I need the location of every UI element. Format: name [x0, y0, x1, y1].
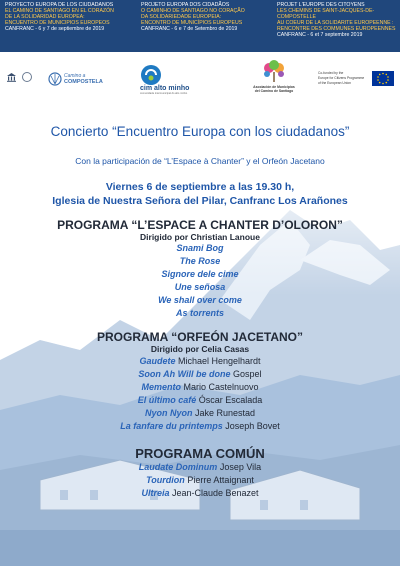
program-item	[0, 269, 400, 280]
song-title: Snami Bog	[176, 243, 224, 253]
header-theme-line: DE LA SOLIDARIDAD EUROPEA:	[5, 14, 85, 21]
program-item	[0, 243, 400, 254]
program-item	[0, 395, 400, 406]
header-column-es	[5, 2, 133, 32]
eu-line3: of the European Union	[318, 81, 351, 85]
cim-subtitle: comunidade intermunicipal do alto minho	[140, 92, 188, 95]
program-heading: PROGRAMA COMÚN	[135, 446, 265, 461]
header-theme-line: EL CAMINO DE SANTIAGO EN EL CORAZÓN	[5, 8, 114, 15]
header-date-line: CANFRANC - 6 y 7 de septiembre de 2019	[5, 26, 105, 33]
composer: Pierre Attaignant	[187, 475, 254, 485]
header-theme-line: LES CHEMINS DE SAINT-JACQUES-DE-COMPOSTELLE	[277, 8, 375, 21]
composer: Gospel	[233, 369, 262, 379]
hands-tree-icon	[259, 60, 289, 84]
song-title: We shall over come	[158, 295, 242, 305]
composer: Óscar Escalada	[198, 395, 263, 405]
concert-venue: Iglesia de Nuestra Señora del Pilar, Canfranc Los Arañones	[52, 195, 348, 207]
cim-alto-minho-logo	[140, 64, 220, 94]
program-director: Dirigido por Christian Lanoue	[140, 232, 260, 242]
song-title: Laudate Dominum	[138, 462, 218, 472]
asociacion-municipios-logo	[248, 60, 300, 96]
song-title: Nyon Nyon	[144, 408, 193, 418]
header-project-line: PROJET L'EUROPE DES CITOYENS	[277, 2, 365, 8]
program-item	[0, 356, 400, 367]
song-title: As torrents	[175, 308, 224, 318]
compostela-line1: Camino a	[64, 73, 86, 79]
program-item	[0, 308, 400, 319]
concert-date: Viernes 6 de septiembre a las 19.30 h,	[105, 181, 295, 193]
header-date-line: CANFRANC - 6 e 7 de Setembro de 2019	[141, 26, 238, 33]
song-title: La fanfare du printemps	[120, 421, 223, 431]
program-item	[0, 282, 400, 293]
header-theme-line: O CAMINHO DE SANTIAGO NO CORAÇÃO	[141, 8, 245, 15]
composer: Mario Castelnuovo	[183, 382, 259, 392]
song-title: Signore dele cime	[161, 269, 239, 279]
song-title: Gaudete	[139, 356, 176, 366]
cim-circle-icon	[140, 64, 162, 86]
composer: Josep Vila	[219, 462, 262, 472]
program-item	[0, 475, 400, 486]
header-column-fr	[277, 2, 400, 39]
unesco-icon	[6, 72, 17, 82]
eu-cofunded-logo	[318, 70, 394, 88]
scallop-shell-icon	[48, 72, 62, 86]
header-theme-line: RENCONTRE DES COMMUNES EUROPEENNES	[277, 26, 396, 33]
eu-flag-icon	[372, 71, 394, 86]
concert-subtitle: Con la participación de “L’Espace à Chanter” y el Orfeón Jacetano	[75, 156, 325, 166]
header-date-line: CANFRANC - 6 et 7 septembre 2019	[277, 32, 363, 39]
camino-compostela-logo	[48, 68, 108, 90]
program-item	[0, 408, 400, 419]
sponsor-logos	[0, 56, 400, 98]
concert-title: Concierto “Encuentro Europa con los ciudadanos”	[50, 124, 350, 139]
program-heading: PROGRAMA “ORFEÓN JACETANO”	[96, 330, 303, 344]
header-column-pt	[141, 2, 269, 32]
heritage-emblem-icon	[22, 72, 32, 82]
eu-line1: Co-funded by the	[318, 71, 344, 75]
program-item	[0, 488, 400, 499]
program-item	[0, 369, 400, 380]
program-item	[0, 256, 400, 267]
eu-line2: Europe for Citizens Programme	[318, 76, 365, 80]
song-title: Ultreia	[141, 488, 170, 498]
song-title: The Rose	[179, 256, 221, 266]
composer: Joseph Bovet	[225, 421, 280, 431]
header-theme-line: AU COEUR DE LA SOLIDARITE EUROPEENNE :	[277, 20, 394, 27]
header-theme-line: ENCONTRO DE MUNICÍPIOS EUROPEUS	[141, 20, 243, 27]
composer: Michael Hengelhardt	[177, 356, 261, 366]
cim-name: cim alto minho	[140, 85, 190, 92]
program-item	[0, 421, 400, 432]
program-item	[0, 462, 400, 473]
song-title: Soon Ah Will be done	[138, 369, 231, 379]
header-theme-line: ENCUENTRO DE MUNICIPIOS EUROPEOS	[5, 20, 110, 27]
header-project-line: PROJETO EUROPA DOS CIDADÃOS	[141, 2, 230, 8]
header-band	[0, 0, 400, 52]
composer: Jake Runestad	[194, 408, 256, 418]
asoc-line2: del Camino de Santiago	[254, 89, 294, 93]
song-title: Une señosa	[174, 282, 226, 292]
program-heading: PROGRAMA “L’ESPACE A CHANTER D’OLORON”	[57, 218, 343, 232]
header-project-line: PROYECTO EUROPA DE LOS CIUDADANOS	[5, 2, 114, 8]
compostela-line2: COMPOSTELA	[64, 79, 103, 85]
song-title: Tourdion	[146, 475, 185, 485]
song-title: El último café	[137, 395, 197, 405]
program-item	[0, 382, 400, 393]
program-director: Dirigido por Celia Casas	[150, 344, 250, 354]
composer: Jean-Claude Benazet	[171, 488, 259, 498]
header-theme-line: DA SOLIDARIEDADE EUROPEIA:	[141, 14, 222, 21]
program-item	[0, 295, 400, 306]
asoc-line1: Asociación de Municipios	[253, 85, 295, 89]
song-title: Memento	[141, 382, 181, 392]
